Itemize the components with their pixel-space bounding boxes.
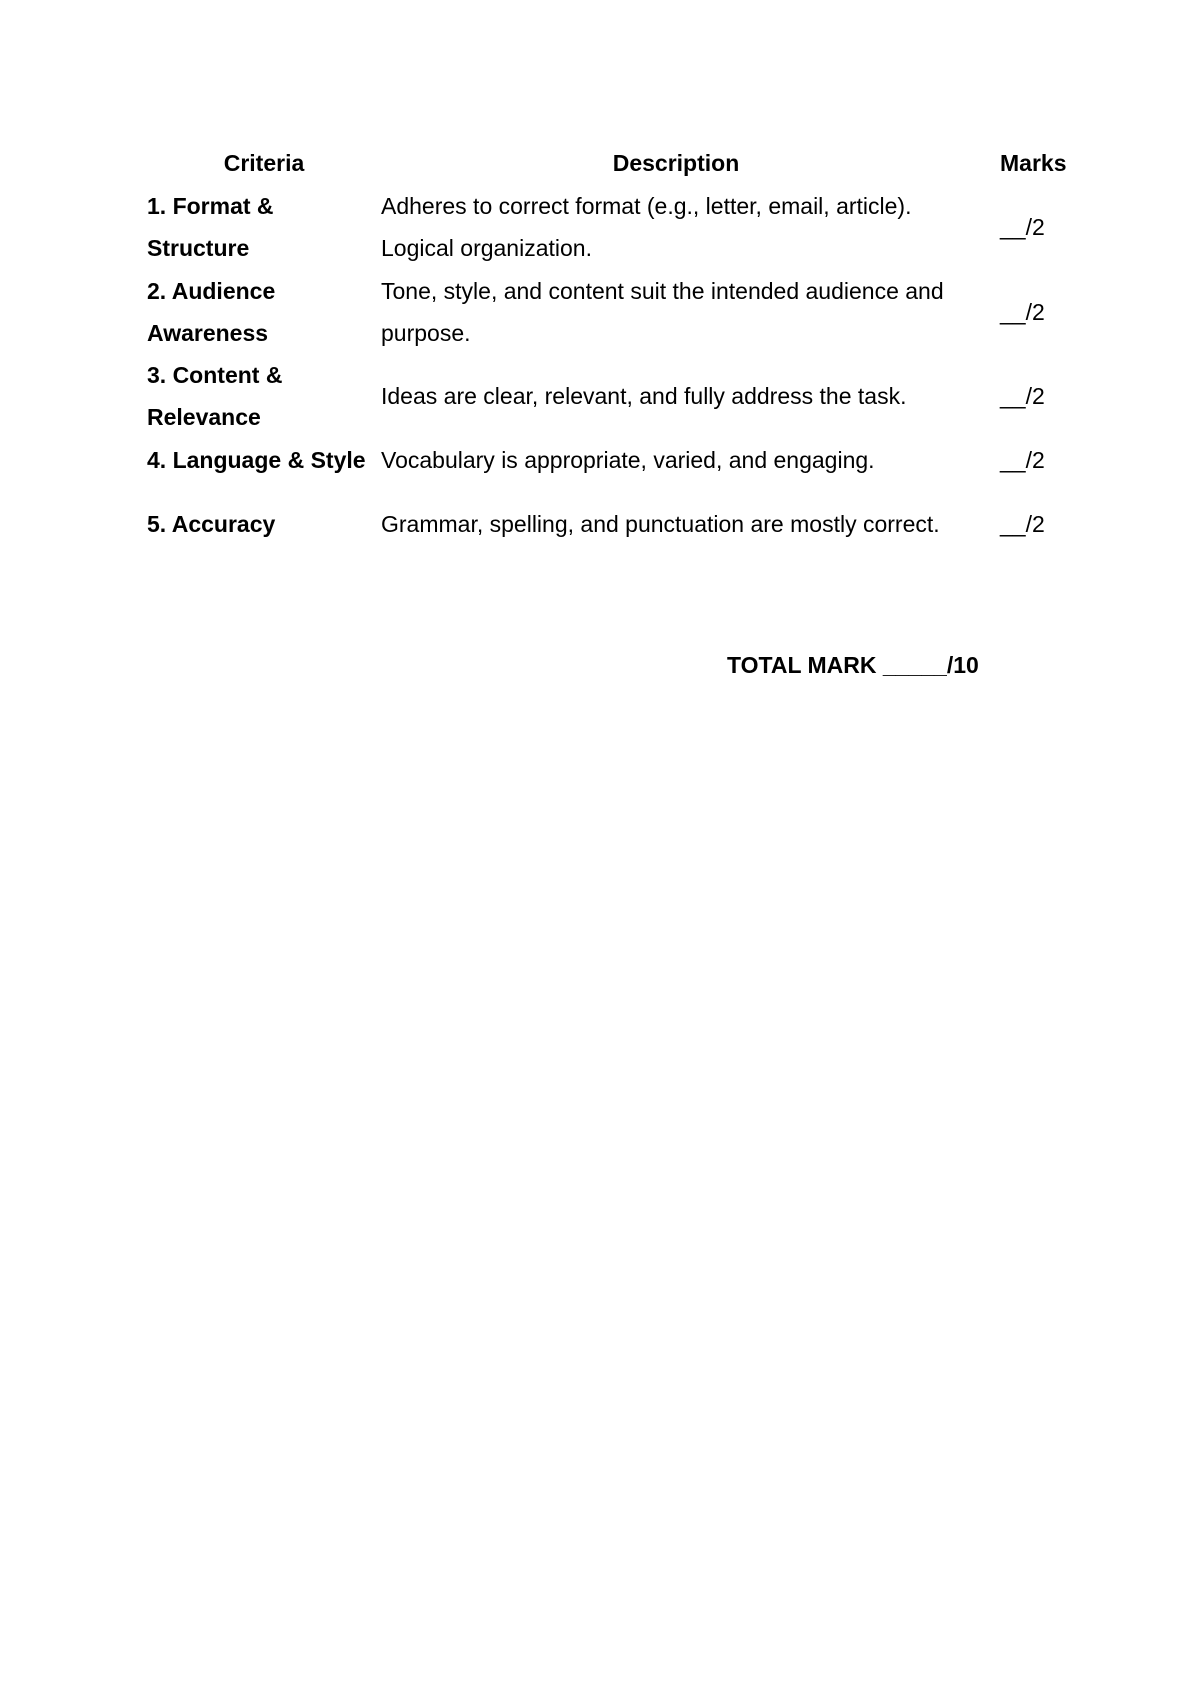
marking-rubric-table (147, 143, 1067, 566)
criteria-cell: 4. Language & Style (147, 447, 366, 473)
table-row (147, 482, 1057, 566)
marks-cell: __/2 (1000, 383, 1045, 409)
table-row (147, 184, 1057, 269)
criteria-cell: 3. Content & Relevance (147, 362, 283, 430)
marks-cell: __/2 (1000, 447, 1045, 473)
marks-cell: __/2 (1000, 298, 1045, 325)
description-cell: Grammar, spelling, and punctuation are mostly correct. (381, 511, 940, 537)
description-cell: Tone, style, and content suit the intended audience and purpose. (381, 277, 944, 346)
table-row (147, 354, 1057, 438)
criteria-cell: 5. Accuracy (147, 511, 276, 537)
marks-cell: __/2 (1000, 213, 1045, 240)
table-header-row (147, 143, 1057, 184)
description-cell: Vocabulary is appropriate, varied, and engaging. (381, 447, 875, 473)
description-cell: Ideas are clear, relevant, and fully address the task. (381, 383, 907, 409)
criteria-header: Criteria (223, 150, 305, 176)
marks-cell: __/2 (1000, 511, 1045, 537)
total-mark-line: TOTAL MARK _____/10 (727, 652, 979, 678)
criteria-cell: 2. Audience Awareness (147, 277, 276, 346)
description-cell: Adheres to correct format (e.g., letter, email, article). Logical organization. (381, 192, 912, 261)
criteria-cell: 1. Format & Structure (147, 192, 274, 261)
description-header: Description (612, 150, 740, 176)
marks-header: Marks (1000, 150, 1067, 176)
table-row (147, 438, 1057, 482)
table-row (147, 269, 1057, 354)
